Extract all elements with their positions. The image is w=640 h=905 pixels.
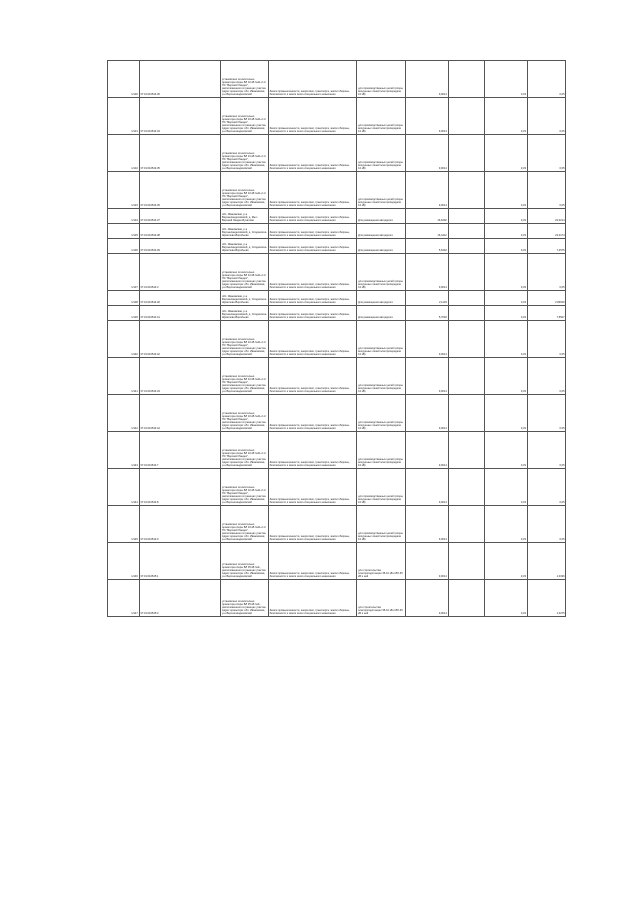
land-category-cell: Земли промышленности, энергетики, транспорта, земли обороны, безопасности и земли иного специального назначения [268, 321, 357, 358]
permitted-use-cell: Для размещения автодороги [357, 209, 406, 224]
row-id-cell: 1/135 [108, 224, 140, 239]
value-cell: 0,05 [527, 135, 566, 172]
empty-cell [448, 224, 485, 239]
row-id-cell: 1/133 [108, 172, 140, 209]
permitted-use-cell: Для размещения автодороги [357, 224, 406, 239]
area-cell: 5,6302 [405, 239, 448, 254]
cadastral-number-cell: 37:01:010544:43 [139, 358, 221, 395]
cadastral-number-cell: 37:01:010544:40 [139, 291, 221, 306]
table-row [108, 469, 566, 506]
area-cell: 9,0014 [405, 135, 448, 172]
cadastral-number-cell: 37:01:010544:41 [139, 306, 221, 321]
location-cell: установлено относительно ориентира опоры ВЛ 10 кВ №11-2 от ПС "Верхний Ландех", расположенного в границах участка. Адрес ориентира: обл. Ивановская, р-н Верхнеландеховский [221, 469, 269, 506]
area-cell: 2,1103 [405, 291, 448, 306]
cadastral-number-cell: 37:01:010544:30 [139, 61, 221, 98]
table-row [108, 543, 566, 580]
coefficient-cell: 0,33 [485, 469, 528, 506]
land-category-cell: Земли промышленности, энергетики, транспорта, земли обороны, безопасности и земли иного специального назначения [268, 224, 357, 239]
empty-cell [448, 209, 485, 224]
permitted-use-cell: для строительства электроподстанции 35-10 кВ и ВЛ-35 кВ и ней [357, 543, 406, 580]
cadastral-number-cell: 37:01:010544:39 [139, 239, 221, 254]
permitted-use-cell: для производственных целей (опоры воздушных линий электропередачи 10 кВ) [357, 469, 406, 506]
table-row [108, 224, 566, 239]
land-category-cell: Земли промышленности, энергетики, транспорта, земли обороны, безопасности и земли иного специального назначения [268, 580, 357, 617]
empty-cell [448, 432, 485, 469]
value-cell: 0,05 [527, 358, 566, 395]
row-id-cell: 1/132 [108, 135, 140, 172]
cadastral-number-cell: 37:01:010544:9 [139, 506, 221, 543]
area-cell: 9,0014 [405, 469, 448, 506]
area-cell: 5,7002 [405, 306, 448, 321]
row-id-cell: 1/146 [108, 543, 140, 580]
row-id-cell: 1/141 [108, 358, 140, 395]
empty-cell [448, 543, 485, 580]
permitted-use-cell: для производственных целей (опоры воздушных линий электропередачи 10 кВ) [357, 432, 406, 469]
location-cell: установлено относительно ориентира опоры ВЛ 35 кВ №3-, расположенного в границах участка. Адрес ориентира: обл. Ивановская, р-н Верхнеландеховский [221, 580, 269, 617]
empty-cell [448, 239, 485, 254]
value-cell: 0,05 [527, 254, 566, 291]
land-category-cell: Земли промышленности, энергетики, транспорта, земли обороны, безопасности и земли иного специального назначения [268, 61, 357, 98]
empty-cell [448, 358, 485, 395]
coefficient-cell: 0,33 [485, 306, 528, 321]
value-cell: 0,05 [527, 432, 566, 469]
coefficient-cell: 0,33 [485, 291, 528, 306]
value-cell: 7,4575 [527, 239, 566, 254]
row-id-cell: 1/142 [108, 395, 140, 432]
location-cell: установлено относительно ориентира опоры ВЛ 10 кВ №11-2 от ПС "Верхний Ландех", расположенного в границах участка. Адрес ориентира: обл. Ивановская, р-н Верхнеландеховский [221, 321, 269, 358]
land-category-cell: Земли промышленности, энергетики, транспорта, земли обороны, безопасности и земли иного специального назначения [268, 543, 357, 580]
location-cell: обл. Ивановская, р-н Верхнеландеховский, д. Сподинское-Шумилово-Воробьево [221, 224, 269, 239]
land-category-cell: Земли промышленности, энергетики, транспорта, земли обороны, безопасности и земли иного специального назначения [268, 306, 357, 321]
area-cell: 9,0014 [405, 98, 448, 135]
empty-cell [448, 61, 485, 98]
cadastral-number-cell: 37:01:010544:8 [139, 469, 221, 506]
row-id-cell: 1/138 [108, 291, 140, 306]
land-category-cell: Земли промышленности, энергетики, транспорта, земли обороны, безопасности и земли иного специального назначения [268, 172, 357, 209]
permitted-use-cell: для производственных целей (опоры воздушных линий электропередачи 10 кВ) [357, 135, 406, 172]
cadastral-number-cell: 37:01:010544:34 [139, 98, 221, 135]
location-cell: установлено относительно ориентира опоры ВЛ 35 кВ №3-, расположенного в границах участка. Адрес ориентира: обл. Ивановская, р-н Верхнеландеховский [221, 543, 269, 580]
coefficient-cell: 0,33 [485, 61, 528, 98]
cadastral-number-cell: 37:01:010544:7 [139, 432, 221, 469]
table-row [108, 432, 566, 469]
area-cell: 9,0014 [405, 432, 448, 469]
row-id-cell: 1/143 [108, 432, 140, 469]
row-id-cell: 1/140 [108, 321, 140, 358]
row-id-cell: 1/145 [108, 506, 140, 543]
cadastral-number-cell: 37:01:010544:35 [139, 135, 221, 172]
coefficient-cell: 0,33 [485, 432, 528, 469]
cadastral-number-cell: 37:01:010544:42 [139, 321, 221, 358]
area-cell: 9,0014 [405, 543, 448, 580]
location-cell: установлено относительно ориентира опоры ВЛ 10 кВ №11-2 от ПС "Верхний Ландех", расположенного в границах участка. Адрес ориентира: обл. Ивановская, р-н Верхнеландеховский [221, 98, 269, 135]
table-row [108, 98, 566, 135]
coefficient-cell: 0,33 [485, 254, 528, 291]
area-cell: 9,0014 [405, 358, 448, 395]
land-category-cell: Земли промышленности, энергетики, транспорта, земли обороны, безопасности и земли иного специального назначения [268, 506, 357, 543]
location-cell: обл. Ивановская, р-н Верхнеландеховский, д. Сподинское-Шумилово-Воробьево [221, 306, 269, 321]
empty-cell [448, 580, 485, 617]
area-cell: 9,0014 [405, 321, 448, 358]
area-cell: 16,6402 [405, 209, 448, 224]
table-row [108, 172, 566, 209]
location-cell: установлено относительно ориентира опоры ВЛ 10 кВ №11-2 от ПС "Верхний Ландех", расположенного в границах участка. Адрес ориентира: обл. Ивановская, р-н Верхнеландеховский [221, 432, 269, 469]
table-row [108, 61, 566, 98]
table-body [108, 61, 566, 617]
value-cell: 1,0275 [527, 580, 566, 617]
row-id-cell: 1/139 [108, 306, 140, 321]
land-category-cell: Земли промышленности, энергетики, транспорта, земли обороны, безопасности и земли иного специального назначения [268, 395, 357, 432]
value-cell: 0,05 [527, 98, 566, 135]
location-cell: установлено относительно ориентира опоры ВЛ 10 кВ №11-2 от ПС "Верхний Ландех", расположенного в границах участка. Адрес ориентира: обл. Ивановская, р-н Верхнеландеховский [221, 395, 269, 432]
land-category-cell: Земли промышленности, энергетики, транспорта, земли обороны, безопасности и земли иного специального назначения [268, 135, 357, 172]
cadastral-number-cell: 37:01:010544:38 [139, 224, 221, 239]
table-row [108, 321, 566, 358]
row-id-cell: 1/147 [108, 580, 140, 617]
value-cell: 7,5507 [527, 306, 566, 321]
empty-cell [448, 321, 485, 358]
coefficient-cell: 0,33 [485, 209, 528, 224]
value-cell: 1,0196 [527, 543, 566, 580]
area-cell: 9,0014 [405, 61, 448, 98]
permitted-use-cell: Для размещения автодороги [357, 239, 406, 254]
cadastral-number-cell: 37:01:010544:44 [139, 395, 221, 432]
coefficient-cell: 0,33 [485, 98, 528, 135]
coefficient-cell: 0,33 [485, 224, 528, 239]
table-row [108, 209, 566, 224]
empty-cell [448, 135, 485, 172]
coefficient-cell: 0,33 [485, 135, 528, 172]
empty-cell [448, 395, 485, 432]
permitted-use-cell: для производственных целей (опоры воздушных линий электропередачи 10 кВ) [357, 358, 406, 395]
land-category-cell: Земли промышленности, энергетики, транспорта, земли обороны, безопасности и земли иного специального назначения [268, 469, 357, 506]
permitted-use-cell: Для размещения автодороги [357, 306, 406, 321]
value-cell: 0,05 [527, 61, 566, 98]
value-cell: 2,84626 [527, 291, 566, 306]
value-cell: 0,05 [527, 506, 566, 543]
location-cell: установлено относительно ориентира опоры ВЛ 10 кВ №11-2 от ПС "Верхний Ландех", расположенного в границах участка. Адрес ориентира: обл. Ивановская, р-н Верхнеландеховский [221, 135, 269, 172]
table-row [108, 358, 566, 395]
value-cell: 0,05 [527, 172, 566, 209]
land-category-cell: Земли промышленности, энергетики, транспорта, земли обороны, безопасности и земли иного специального назначения [268, 98, 357, 135]
location-cell: обл. Ивановская, р-н Верхнеландеховский, д. Мыт-Верхний Ландех-Бухалово [221, 209, 269, 224]
land-category-cell: Земли промышленности, энергетики, транспорта, земли обороны, безопасности и земли иного специального назначения [268, 291, 357, 306]
empty-cell [448, 172, 485, 209]
permitted-use-cell: для производственных целей (опоры воздушных линий электропередачи 10 кВ) [357, 254, 406, 291]
permitted-use-cell: для производственных целей (опоры воздушных линий электропередачи 10 кВ) [357, 321, 406, 358]
location-cell: установлено относительно ориентира опоры ВЛ 10 кВ №11-2 от ПС "Верхний Ландех", расположенного в границах участка. Адрес ориентира: обл. Ивановская, р-н Верхнеландеховский [221, 358, 269, 395]
cadastral-number-cell: 37:01:010544:37 [139, 209, 221, 224]
coefficient-cell: 0,33 [485, 358, 528, 395]
row-id-cell: 1/136 [108, 239, 140, 254]
area-cell: 9,0014 [405, 395, 448, 432]
area-cell: 16,4412 [405, 224, 448, 239]
value-cell: 0,05 [527, 469, 566, 506]
location-cell: установлено относительно ориентира опоры ВЛ 10 кВ №11-2 от ПС "Верхний Ландех", расположенного в границах участка. Адрес ориентира: обл. Ивановская, р-н Верхнеландеховский [221, 506, 269, 543]
cadastral-number-cell: 37:01:010544:4 [139, 254, 221, 291]
permitted-use-cell: для производственных целей (опоры воздушных линий электропередачи 10 кВ) [357, 172, 406, 209]
table-row [108, 291, 566, 306]
row-id-cell: 1/134 [108, 209, 140, 224]
value-cell: 0,05 [527, 395, 566, 432]
land-category-cell: Земли промышленности, энергетики, транспорта, земли обороны, безопасности и земли иного специального назначения [268, 209, 357, 224]
row-id-cell: 1/144 [108, 469, 140, 506]
row-id-cell: 1/137 [108, 254, 140, 291]
row-id-cell: 1/130 [108, 61, 140, 98]
value-cell: 22,0214 [527, 209, 566, 224]
permitted-use-cell: для производственных целей (опоры воздушных линий электропередачи 10 кВ) [357, 395, 406, 432]
table-row [108, 395, 566, 432]
empty-cell [448, 469, 485, 506]
coefficient-cell: 0,33 [485, 172, 528, 209]
coefficient-cell: 0,33 [485, 239, 528, 254]
value-cell: 22,0174 [527, 224, 566, 239]
location-cell: обл. Ивановская, р-н Верхнеландеховский, д. Сподинское-Шумилово-Воробьево [221, 239, 269, 254]
area-cell: 9,0014 [405, 172, 448, 209]
table-row [108, 306, 566, 321]
table-row [108, 239, 566, 254]
empty-cell [448, 506, 485, 543]
coefficient-cell: 0,33 [485, 321, 528, 358]
cadastral-number-cell: 37:01:010545:3 [139, 580, 221, 617]
permitted-use-cell: Для размещения автодороги [357, 291, 406, 306]
cadastral-number-cell: 37:01:010545:1 [139, 543, 221, 580]
area-cell: 9,0014 [405, 580, 448, 617]
empty-cell [448, 254, 485, 291]
table-row [108, 580, 566, 617]
coefficient-cell: 0,33 [485, 395, 528, 432]
land-category-cell: Земли промышленности, энергетики, транспорта, земли обороны, безопасности и земли иного специального назначения [268, 432, 357, 469]
permitted-use-cell: для строительства электроподстанции 35-10 кВ и ВЛ-35 кВ и ней [357, 580, 406, 617]
area-cell: 9,0014 [405, 506, 448, 543]
permitted-use-cell: для производственных целей (опоры воздушных линий электропередачи 10 кВ) [357, 506, 406, 543]
land-register-table [107, 60, 566, 617]
empty-cell [448, 98, 485, 135]
coefficient-cell: 0,33 [485, 580, 528, 617]
land-category-cell: Земли промышленности, энергетики, транспорта, земли обороны, безопасности и земли иного специального назначения [268, 358, 357, 395]
table-row [108, 254, 566, 291]
cadastral-number-cell: 37:01:010544:36 [139, 172, 221, 209]
location-cell: установлено относительно ориентира опоры ВЛ 10 кВ №11-2 от ПС "Верхний Ландех", расположенного в границах участка. Адрес ориентира: обл. Ивановская, р-н Верхнеландеховский [221, 254, 269, 291]
location-cell: установлено относительно ориентира опоры ВЛ 10 кВ №11-2 от ПС "Верхний Ландех", расположенного в границах участка. Адрес ориентира: обл. Ивановская, р-н Верхнеландеховский [221, 172, 269, 209]
row-id-cell: 1/131 [108, 98, 140, 135]
land-category-cell: Земли промышленности, энергетики, транспорта, земли обороны, безопасности и земли иного специального назначения [268, 254, 357, 291]
value-cell: 0,05 [527, 321, 566, 358]
location-cell: обл. Ивановская, р-н Верхнеландеховский, д. Сподинское-Шумилово-Воробьево [221, 291, 269, 306]
land-category-cell: Земли промышленности, энергетики, транспорта, земли обороны, безопасности и земли иного специального назначения [268, 239, 357, 254]
coefficient-cell: 0,33 [485, 543, 528, 580]
empty-cell [448, 291, 485, 306]
table-row [108, 506, 566, 543]
empty-cell [448, 306, 485, 321]
permitted-use-cell: для производственных целей (опоры воздушных линий электропередачи 10 кВ) [357, 61, 406, 98]
permitted-use-cell: для производственных целей (опоры воздушных линий электропередачи 10 кВ) [357, 98, 406, 135]
coefficient-cell: 0,33 [485, 506, 528, 543]
area-cell: 9,0014 [405, 254, 448, 291]
location-cell: установлено относительно ориентира опоры ВЛ 10 кВ №11-2 от ПС "Верхний Ландех", расположенного в границах участка. Адрес ориентира: обл. Ивановская, р-н Верхнеландеховский [221, 61, 269, 98]
table-row [108, 135, 566, 172]
